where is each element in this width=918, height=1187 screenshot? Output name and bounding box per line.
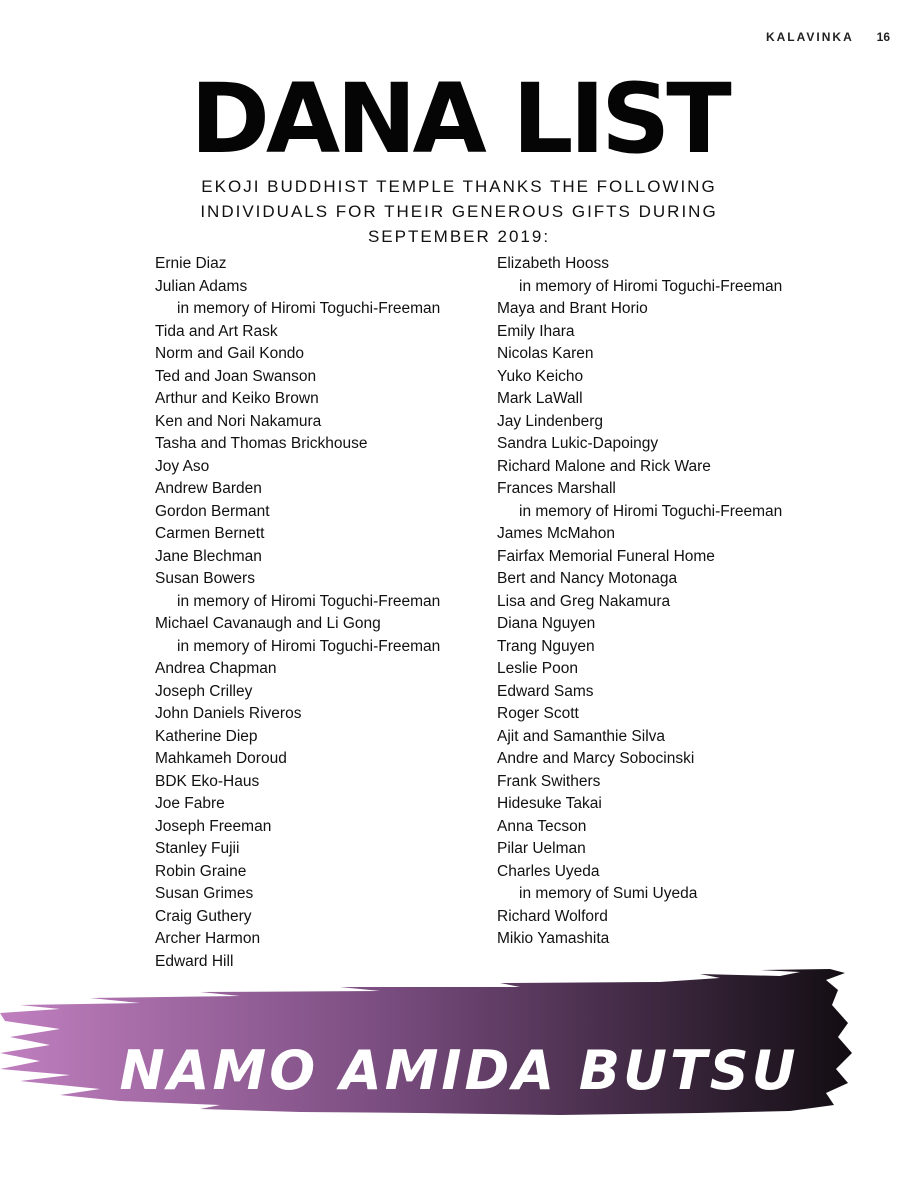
donor-name: Robin Graine bbox=[155, 862, 247, 880]
page-title: DANA LIST bbox=[190, 63, 728, 175]
memorial-note: in memory of Hiromi Toguchi-Freeman bbox=[177, 300, 441, 317]
donor-name: Tasha and Thomas Brickhouse bbox=[155, 435, 368, 452]
donor-name: Trang Nguyen bbox=[497, 637, 595, 655]
donor-name: Jane Blechman bbox=[155, 547, 262, 565]
donor-name: BDK Eko-Haus bbox=[155, 772, 260, 790]
donor-name: Richard Wolford bbox=[497, 907, 608, 925]
donor-name: Andrea Chapman bbox=[155, 660, 277, 677]
donor-name: Ernie Diaz bbox=[155, 255, 227, 272]
donor-name: Ken and Nori Nakamura bbox=[155, 412, 322, 430]
donor-name: Joseph Freeman bbox=[155, 817, 272, 835]
donor-name: Andrew Barden bbox=[155, 480, 262, 497]
page-subtitle: EKOJI BUDDHIST TEMPLE THANKS THE FOLLOWING INDIVIDUALS FOR THEIR GENEROUS GIFTS DURING SEPTEMBER 2019: bbox=[200, 177, 718, 246]
donor-name: Joy Aso bbox=[155, 457, 210, 475]
donor-name: Edward Sams bbox=[497, 682, 594, 700]
donor-name: Emily Ihara bbox=[497, 322, 575, 340]
donor-name: Pilar Uelman bbox=[497, 840, 586, 857]
memorial-note: in memory of Hiromi Toguchi-Freeman bbox=[177, 592, 441, 610]
donor-name: Ajit and Samanthie Silva bbox=[497, 727, 666, 745]
donor-name: Maya and Brant Horio bbox=[497, 300, 648, 317]
donor-name: Diana Nguyen bbox=[497, 615, 596, 632]
donor-name: Stanley Fujii bbox=[155, 840, 240, 857]
magazine-name: KALAVINKA bbox=[765, 30, 854, 44]
donor-name: Frances Marshall bbox=[497, 480, 616, 497]
donor-name: Craig Guthery bbox=[155, 907, 252, 925]
memorial-note: in memory of Hiromi Toguchi-Freeman bbox=[177, 637, 441, 655]
donor-name: Norm and Gail Kondo bbox=[155, 345, 305, 362]
donor-name: Ted and Joan Swanson bbox=[155, 367, 317, 385]
page-header bbox=[766, 30, 890, 44]
donor-name: Gordon Bermant bbox=[155, 502, 270, 520]
donor-name: John Daniels Riveros bbox=[155, 705, 302, 722]
donor-name: James McMahon bbox=[497, 525, 616, 542]
donor-name: Nicolas Karen bbox=[497, 345, 594, 362]
donor-name: Mikio Yamashita bbox=[497, 930, 610, 947]
donor-name: Carmen Bernett bbox=[155, 525, 265, 542]
donor-name: Hidesuke Takai bbox=[497, 795, 602, 812]
donor-name: Archer Harmon bbox=[155, 930, 261, 947]
donor-name: Mahkameh Doroud bbox=[155, 750, 287, 767]
page-number: 16 bbox=[876, 30, 890, 44]
donor-name: Michael Cavanaugh and Li Gong bbox=[155, 615, 381, 632]
donor-name: Katherine Diep bbox=[155, 727, 258, 745]
donor-name: Jay Lindenberg bbox=[497, 412, 603, 430]
donor-name: Yuko Keicho bbox=[497, 367, 584, 385]
donor-name: Arthur and Keiko Brown bbox=[155, 390, 319, 407]
donor-list-left bbox=[155, 253, 485, 973]
donor-name: Mark LaWall bbox=[497, 390, 583, 407]
donor-name: Richard Malone and Rick Ware bbox=[497, 457, 711, 475]
memorial-note: in memory of Hiromi Toguchi-Freeman bbox=[519, 502, 783, 520]
donor-name: Edward Hill bbox=[155, 952, 234, 970]
donor-list-right bbox=[497, 253, 857, 951]
donor-name: Joe Fabre bbox=[155, 795, 225, 812]
donor-name: Elizabeth Hooss bbox=[497, 255, 610, 272]
memorial-note: in memory of Sumi Uyeda bbox=[519, 885, 698, 902]
donor-name: Roger Scott bbox=[497, 705, 579, 722]
donor-name: Lisa and Greg Nakamura bbox=[497, 592, 671, 610]
donor-name: Fairfax Memorial Funeral Home bbox=[497, 547, 715, 565]
banner-title: NAMO AMIDA BUTSU bbox=[119, 1039, 799, 1102]
donor-name: Bert and Nancy Motonaga bbox=[497, 570, 678, 587]
donor-name: Joseph Crilley bbox=[155, 682, 253, 700]
donor-name: Susan Grimes bbox=[155, 885, 254, 902]
donor-name: Tida and Art Rask bbox=[155, 322, 278, 340]
donor-name: Anna Tecson bbox=[497, 817, 587, 835]
memorial-note: in memory of Hiromi Toguchi-Freeman bbox=[519, 277, 783, 295]
donor-name: Sandra Lukic-Dapoingy bbox=[497, 435, 659, 452]
donor-name: Susan Bowers bbox=[155, 570, 255, 587]
donor-name: Charles Uyeda bbox=[497, 862, 600, 880]
donor-name: Frank Swithers bbox=[497, 772, 601, 790]
donor-name: Julian Adams bbox=[155, 277, 248, 295]
donor-name: Leslie Poon bbox=[497, 660, 579, 677]
donor-name: Andre and Marcy Sobocinski bbox=[497, 750, 695, 767]
